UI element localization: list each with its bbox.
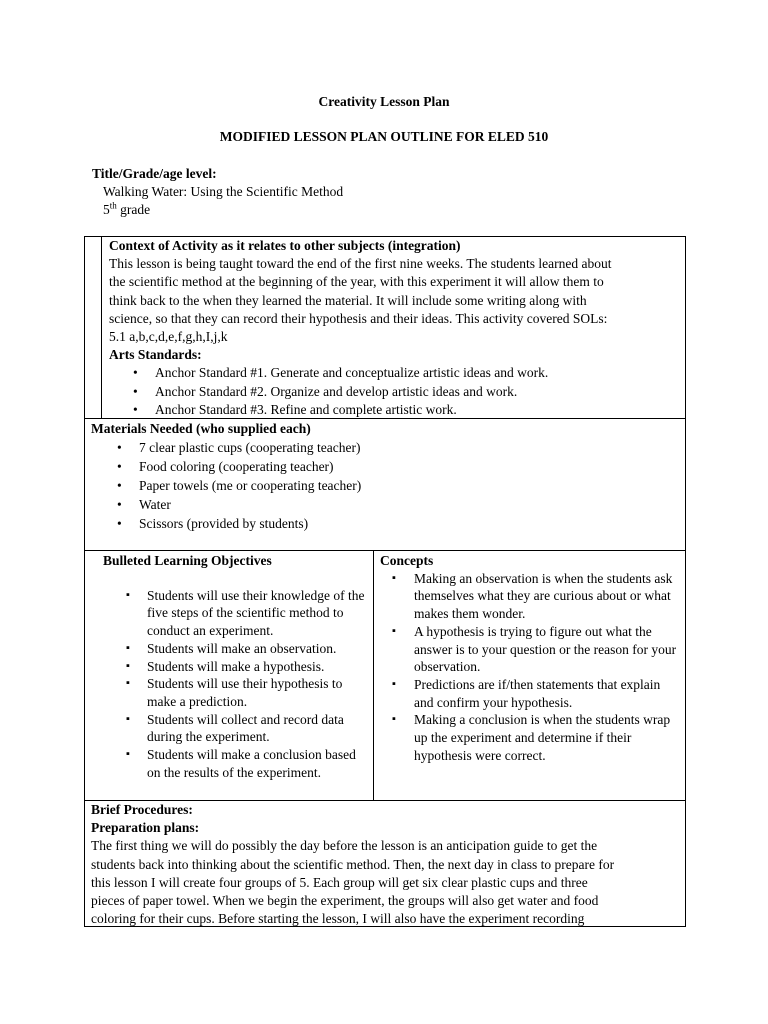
preparation-heading: Preparation plans:	[91, 820, 200, 836]
list-item: • Water	[91, 495, 671, 514]
list-item: • Anchor Standard #3. Refine and complete artistic work.	[109, 401, 669, 419]
concepts-list	[380, 570, 680, 765]
context-line: 5.1 a,b,c,d,e,f,g,h,I,j,k	[109, 329, 228, 345]
objectives-list	[103, 587, 365, 782]
objectives-column	[103, 552, 365, 781]
list-item: ▪ Students will use their hypothesis to make a prediction.	[103, 675, 365, 710]
context-table-cell	[84, 236, 686, 419]
list-item: ▪ Students will use their knowledge of the five steps of the scientific method to conduct an experiment.	[103, 587, 365, 640]
list-item: ▪ Students will make a conclusion based on the results of the experiment.	[103, 746, 365, 781]
grade-level	[92, 201, 343, 219]
context-heading: Context of Activity as it relates to other subjects (integration)	[109, 238, 461, 253]
title-grade-label: Title/Grade/age level:	[92, 166, 217, 181]
procedures-body	[91, 801, 681, 927]
grade-suffix: th	[109, 200, 117, 211]
list-item: ▪ Predictions are if/then statements that explain and confirm your hypothesis.	[380, 676, 680, 711]
objectives-concepts-table-row	[84, 550, 686, 801]
context-line: the scientific method at the beginning of the year, with this experiment it will allow them to	[109, 274, 604, 290]
materials-body	[91, 419, 671, 533]
arts-standards-list	[109, 364, 669, 419]
context-line: science, so that they can record their hypothesis and their ideas. This activity covered SOLs:	[109, 310, 608, 326]
column-divider	[373, 551, 374, 800]
list-item: • Paper towels (me or cooperating teacher)	[91, 476, 671, 495]
list-item: ▪ A hypothesis is trying to figure out what the answer is to your question or the reason for your observation.	[380, 623, 680, 676]
list-item: • Food coloring (cooperating teacher)	[91, 457, 671, 476]
concepts-column	[380, 552, 680, 764]
lesson-title: Walking Water: Using the Scientific Method	[103, 184, 344, 199]
procedures-table-cell	[84, 800, 686, 927]
document-title: Creativity Lesson Plan	[318, 94, 450, 109]
context-gutter-line	[101, 237, 102, 418]
arts-standards-heading: Arts Standards:	[109, 347, 202, 363]
grade-word: grade	[116, 202, 151, 217]
materials-list	[91, 438, 671, 533]
concepts-heading: Concepts	[380, 553, 434, 568]
grade-number: 5	[103, 202, 110, 217]
procedures-heading: Brief Procedures:	[91, 802, 193, 817]
context-line: This lesson is being taught toward the end of the first nine weeks. The students learned about	[109, 256, 612, 272]
procedures-line: coloring for their cups. Before starting the lesson, I will also have the experiment recording	[91, 911, 585, 927]
list-item: • Scissors (provided by students)	[91, 514, 671, 533]
list-item: ▪ Making an observation is when the students ask themselves what they are curious about or what makes them wonder.	[380, 570, 680, 623]
procedures-line: pieces of paper towel. When we begin the experiment, the groups will also get water and food	[91, 893, 599, 909]
materials-heading: Materials Needed (who supplied each)	[91, 421, 311, 436]
list-item: ▪ Students will collect and record data during the experiment.	[103, 711, 365, 746]
context-body	[109, 237, 669, 419]
procedures-line: The first thing we will do possibly the day before the lesson is an anticipation guide to get the	[91, 838, 598, 854]
procedures-line: this lesson I will create four groups of 5. Each group will get six clear plastic cups and three	[91, 874, 588, 890]
list-item: ▪ Students will make an observation.	[103, 640, 365, 658]
list-item: ▪ Students will make a hypothesis.	[103, 658, 365, 676]
objectives-heading: Bulleted Learning Objectives	[103, 553, 272, 568]
procedures-line: students back into thinking about the scientific method. Then, the next day in class to prepare for	[91, 856, 615, 872]
list-item: • Anchor Standard #2. Organize and develop artistic ideas and work.	[109, 383, 669, 401]
title-grade-section	[92, 165, 343, 219]
list-item: • 7 clear plastic cups (cooperating teacher)	[91, 438, 671, 457]
list-item: ▪ Making a conclusion is when the students wrap up the experiment and determine if their hypothesis were correct.	[380, 711, 680, 764]
context-line: think back to the when they learned the material. It will include some writing along with	[109, 292, 587, 308]
document-subtitle: MODIFIED LESSON PLAN OUTLINE FOR ELED 510	[219, 129, 549, 144]
list-item: • Anchor Standard #1. Generate and conceptualize artistic ideas and work.	[109, 364, 669, 382]
materials-table-cell	[84, 418, 686, 551]
